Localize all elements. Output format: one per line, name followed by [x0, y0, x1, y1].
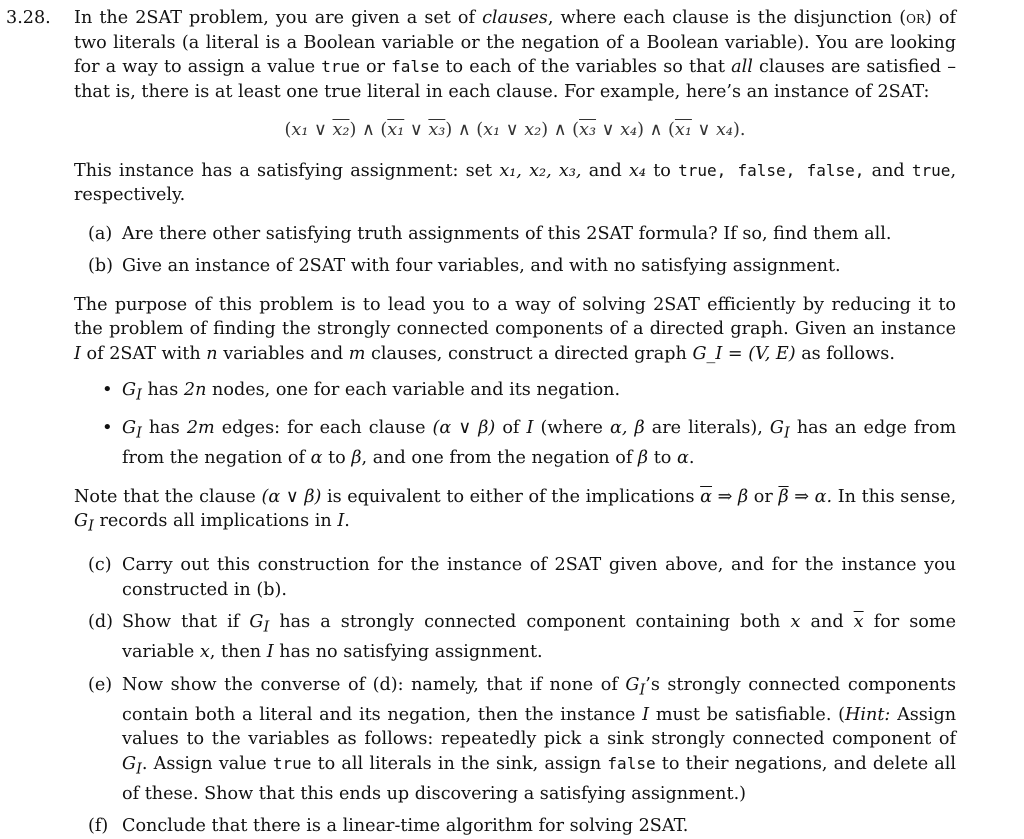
part-c: (c) Carry out this construction for the instance of 2SAT given above, and for the instance you constructed in (b). — [88, 555, 956, 600]
part-a: (a) Are there other satisfying truth assignments of this 2SAT formula? If so, find them all. — [88, 223, 892, 244]
purpose-paragraph: The purpose of this problem is to lead you to a way of solving 2SAT efficiently by reducing it to the problem of finding the strongly connected components of a directed graph. Given an instance I of 2SAT with n variables and m clauses, construct a directed graph G_I = (V, E) as follows. — [74, 294, 956, 364]
problem-number: 3.28. — [6, 8, 51, 28]
bullet-nodes: • $G_I$ has 2n nodes, one for each variable and its negation. — [74, 378, 956, 408]
clauses-term: clauses — [482, 8, 548, 28]
example-formula: (x₁ ∨ x₂) ∧ (x₁ ∨ x₃) ∧ (x₁ ∨ x₂) ∧ (x₃ ∨ x₄) ∧ (x₁ ∨ x₄). — [284, 120, 746, 140]
false-keyword: false — [391, 57, 440, 76]
part-f: (f) Conclude that there is a linear-time algorithm for solving 2SAT. — [88, 816, 689, 837]
bullet-edges: • $G_I$ has 2m edges: for each clause (α ∨ β) of I (where α, β are literals), $G_I$ has an edge from from the negation of α to β, and one from the negation of β to α. — [74, 416, 956, 471]
part-d: (d) Show that if $G_I$ has a strongly connected component containing both x and $\overline{x}$ for some variable x, then I has no satisfying assignment. — [88, 612, 956, 663]
true-keyword: true — [321, 57, 360, 76]
parts-cf — [74, 553, 956, 839]
assignment-paragraph: This instance has a satisfying assignment: set x₁, x₂, x₃, and x₄ to true, false, false, and true, respectively. — [74, 160, 957, 205]
part-b: (b) Give an instance of 2SAT with four variables, and with no satisfying assignment. — [88, 256, 841, 276]
part-e: (e) Now show the converse of (d): namely, that if none of $G_I’s$ strongly connected components contain both a literal and its negation, then the instance I must be satisfiable. (Hint: Assign values to the variables as follows: repeatedly pick a sink strongly connected component of $G_I$. Assign value true to all literals in the sink, assign false to their negations, and delete all of these. Show that this ends up discovering a satisfying assignment.) — [88, 674, 957, 804]
parts-ab — [74, 222, 956, 279]
note-paragraph: Note that the clause (α ∨ β) is equivalent to either of the implications $\overline{\alpha}$ ⇒ β or $\overline{\beta}$ ⇒ α. In this sense, $G_I$ records all implications in I. — [74, 486, 957, 535]
problem-body — [74, 6, 956, 839]
intro-paragraph: In the 2SAT problem, you are given a set of clauses, where each clause is the disjunction (or) of two literals (a literal is a Boolean variable or the negation of a Boolean variable). You are looking for a way to assign a value true or false to each of the variables so that all clauses are satisfied – that is, there is at least one true literal in each clause. For example, here’s an instance of 2SAT: — [74, 8, 957, 102]
construction-bullets — [74, 378, 956, 471]
